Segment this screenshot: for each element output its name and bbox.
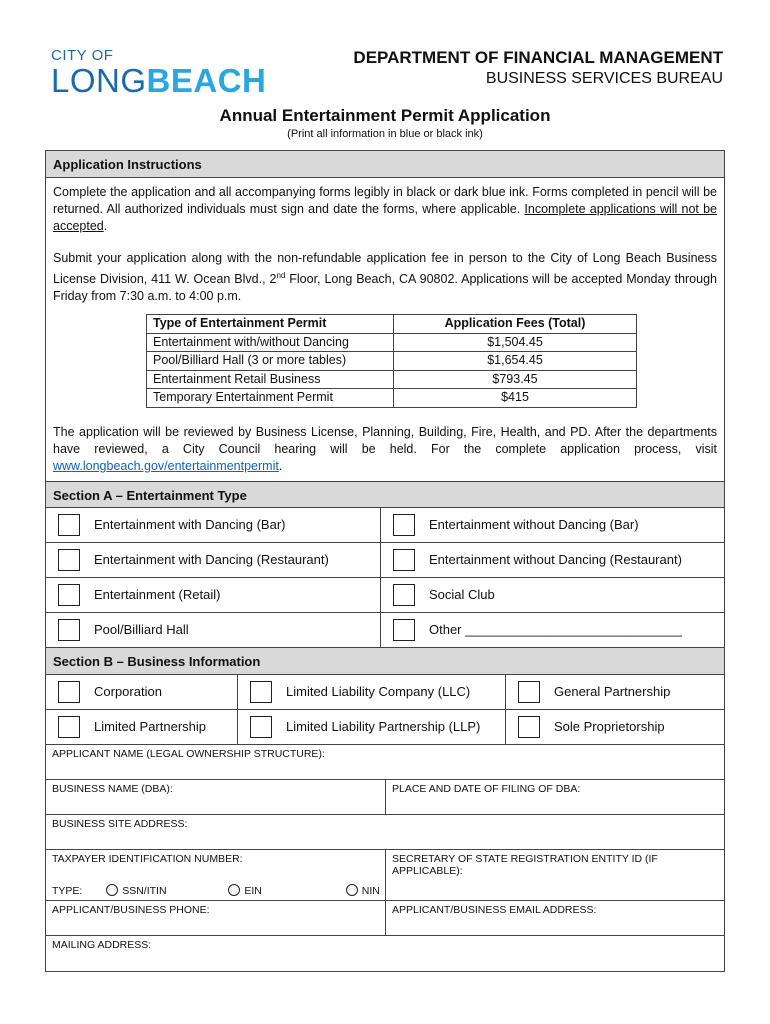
business-name-field[interactable]: BUSINESS NAME (DBA): bbox=[52, 782, 173, 795]
corporation-checkbox[interactable] bbox=[58, 681, 80, 703]
contact-row bbox=[46, 901, 724, 936]
section-b-row bbox=[46, 710, 724, 745]
fee-col-amount: Application Fees (Total) bbox=[394, 315, 637, 334]
type-selector bbox=[52, 884, 380, 897]
fee-row bbox=[147, 389, 637, 408]
option-cell bbox=[238, 675, 506, 709]
bureau-title: BUSINESS SERVICES BUREAU bbox=[485, 70, 723, 87]
instr-p2-a: Submit your application along with the non-refundable application fee in person to the City of Long Beach Business License Division, 411 W. Ocean Blvd., 2 bbox=[53, 251, 717, 287]
fee-amount: $1,654.45 bbox=[394, 352, 637, 371]
fee-type: Entertainment Retail Business bbox=[147, 370, 394, 389]
option-label: Pool/Billiard Hall bbox=[94, 622, 189, 638]
fee-type: Pool/Billiard Hall (3 or more tables) bbox=[147, 352, 394, 371]
fee-type: Entertainment with/without Dancing bbox=[147, 333, 394, 352]
fee-amount: $793.45 bbox=[394, 370, 637, 389]
logo-long: LONG bbox=[51, 62, 147, 99]
option-cell bbox=[46, 508, 381, 542]
nin-radio[interactable] bbox=[346, 884, 358, 896]
option-cell bbox=[506, 675, 724, 709]
option-cell bbox=[381, 613, 724, 647]
sole-proprietorship-checkbox[interactable] bbox=[518, 716, 540, 738]
ein-radio[interactable] bbox=[228, 884, 240, 896]
nin-label: NIN bbox=[361, 884, 380, 897]
other-checkbox[interactable] bbox=[393, 619, 415, 641]
business-name-row bbox=[46, 780, 724, 815]
type-label: TYPE: bbox=[52, 884, 83, 897]
fee-row bbox=[147, 333, 637, 352]
fee-row bbox=[147, 352, 637, 371]
fee-type: Temporary Entertainment Permit bbox=[147, 389, 394, 408]
fee-table bbox=[146, 314, 637, 408]
option-label: Limited Partnership bbox=[94, 719, 206, 735]
limited-partnership-checkbox[interactable] bbox=[58, 716, 80, 738]
department-title: DEPARTMENT OF FINANCIAL MANAGEMENT bbox=[353, 48, 723, 67]
instr-p2-b: Floor, Long Beach, CA 90802. Applications will be accepted Monday through Friday from 7:30 a.m. to 4:00 p.m. bbox=[53, 272, 717, 304]
application-form bbox=[45, 150, 725, 972]
option-label: Other ______________________________ bbox=[429, 622, 683, 638]
llp-checkbox[interactable] bbox=[250, 716, 272, 738]
option-label: Entertainment with Dancing (Bar) bbox=[94, 517, 286, 533]
instr-p1-text: Complete the application and all accompanying forms legibly in black or dark blue ink. Forms completed in pencil will be returned. All authorized individuals must sign and date the forms, where applicable. bbox=[53, 185, 717, 216]
instructions-paragraph-2 bbox=[53, 250, 717, 305]
fee-row bbox=[147, 370, 637, 389]
permit-website-link[interactable]: www.longbeach.gov/entertainmentpermit bbox=[53, 458, 279, 473]
option-label: Limited Liability Partnership (LLP) bbox=[286, 719, 481, 735]
general-partnership-checkbox[interactable] bbox=[518, 681, 540, 703]
option-cell bbox=[238, 710, 506, 744]
ein-label: EIN bbox=[244, 884, 262, 897]
option-cell bbox=[46, 578, 381, 612]
taxpayer-row bbox=[46, 850, 724, 901]
instr-p1-end: . bbox=[103, 219, 108, 233]
dba-filing-field[interactable]: PLACE AND DATE OF FILING OF DBA: bbox=[385, 780, 724, 814]
ssn-label: SSN/ITIN bbox=[122, 884, 167, 897]
option-cell bbox=[46, 710, 238, 744]
section-a-row bbox=[46, 578, 724, 613]
fee-table-header bbox=[147, 315, 637, 334]
logo-city-text: CITY OF bbox=[51, 47, 114, 64]
instructions-heading: Application Instructions bbox=[46, 151, 724, 178]
option-label: Corporation bbox=[94, 684, 162, 700]
phone-field[interactable]: APPLICANT/BUSINESS PHONE: bbox=[52, 903, 210, 916]
llc-checkbox[interactable] bbox=[250, 681, 272, 703]
field-label: MAILING ADDRESS: bbox=[52, 938, 152, 951]
section-a-row bbox=[46, 543, 724, 578]
option-label: Limited Liability Company (LLC) bbox=[286, 684, 471, 700]
no-dancing-bar-checkbox[interactable] bbox=[393, 514, 415, 536]
mailing-address-field[interactable] bbox=[46, 936, 724, 971]
retail-checkbox[interactable] bbox=[58, 584, 80, 606]
section-b-row bbox=[46, 675, 724, 710]
instructions-paragraph-3 bbox=[53, 424, 717, 475]
fee-amount: $1,504.45 bbox=[394, 333, 637, 352]
applicant-name-field[interactable] bbox=[46, 745, 724, 780]
option-cell bbox=[46, 675, 238, 709]
field-label: APPLICANT NAME (LEGAL OWNERSHIP STRUCTURE): bbox=[52, 747, 325, 760]
option-label: General Partnership bbox=[554, 684, 671, 700]
section-b-heading: Section B – Business Information bbox=[46, 648, 724, 675]
instr-p3-text: The application will be reviewed by Business License, Planning, Building, Fire, Health, and PD. After the departments have reviewed, a City Council hearing will be held. For the complete application process, visit bbox=[53, 424, 717, 456]
dancing-restaurant-checkbox[interactable] bbox=[58, 549, 80, 571]
sos-id-field[interactable]: SECRETARY OF STATE REGISTRATION ENTITY ID (IF APPLICABLE): bbox=[385, 850, 724, 900]
city-logo bbox=[51, 47, 281, 97]
no-dancing-restaurant-checkbox[interactable] bbox=[393, 549, 415, 571]
section-a-row bbox=[46, 508, 724, 543]
ssn-radio[interactable] bbox=[106, 884, 118, 896]
option-label: Entertainment without Dancing (Restaurant) bbox=[429, 552, 682, 568]
option-label: Entertainment (Retail) bbox=[94, 587, 221, 603]
option-label: Social Club bbox=[429, 587, 495, 603]
email-field[interactable]: APPLICANT/BUSINESS EMAIL ADDRESS: bbox=[385, 901, 724, 935]
logo-name bbox=[51, 64, 281, 98]
option-cell bbox=[46, 613, 381, 647]
dancing-bar-checkbox[interactable] bbox=[58, 514, 80, 536]
logo-beach: BEACH bbox=[146, 62, 267, 99]
option-cell bbox=[506, 710, 724, 744]
option-label: Entertainment without Dancing (Bar) bbox=[429, 517, 639, 533]
option-cell bbox=[46, 543, 381, 577]
form-subtitle: (Print all information in blue or black ink) bbox=[287, 128, 483, 140]
instructions-body bbox=[46, 178, 724, 481]
site-address-field[interactable] bbox=[46, 815, 724, 850]
taxpayer-id-field[interactable] bbox=[46, 850, 385, 900]
instructions-paragraph-1 bbox=[53, 184, 717, 235]
social-club-checkbox[interactable] bbox=[393, 584, 415, 606]
option-label: Entertainment with Dancing (Restaurant) bbox=[94, 552, 329, 568]
option-label: Sole Proprietorship bbox=[554, 719, 665, 735]
section-a-heading: Section A – Entertainment Type bbox=[46, 481, 724, 508]
pool-billiard-checkbox[interactable] bbox=[58, 619, 80, 641]
option-cell bbox=[381, 508, 724, 542]
form-title: Annual Entertainment Permit Application bbox=[219, 106, 551, 125]
fee-col-type: Type of Entertainment Permit bbox=[147, 315, 394, 334]
field-label: BUSINESS SITE ADDRESS: bbox=[52, 817, 188, 830]
instr-p2-sup: nd bbox=[276, 271, 286, 280]
fee-amount: $415 bbox=[394, 389, 637, 408]
instr-p3-end: . bbox=[278, 458, 283, 473]
field-label: TAXPAYER IDENTIFICATION NUMBER: bbox=[52, 852, 243, 865]
option-cell bbox=[381, 543, 724, 577]
option-cell bbox=[381, 578, 724, 612]
instr-p1-underlined: Incomplete applications will not be accepted bbox=[53, 202, 717, 233]
section-a-row bbox=[46, 613, 724, 648]
